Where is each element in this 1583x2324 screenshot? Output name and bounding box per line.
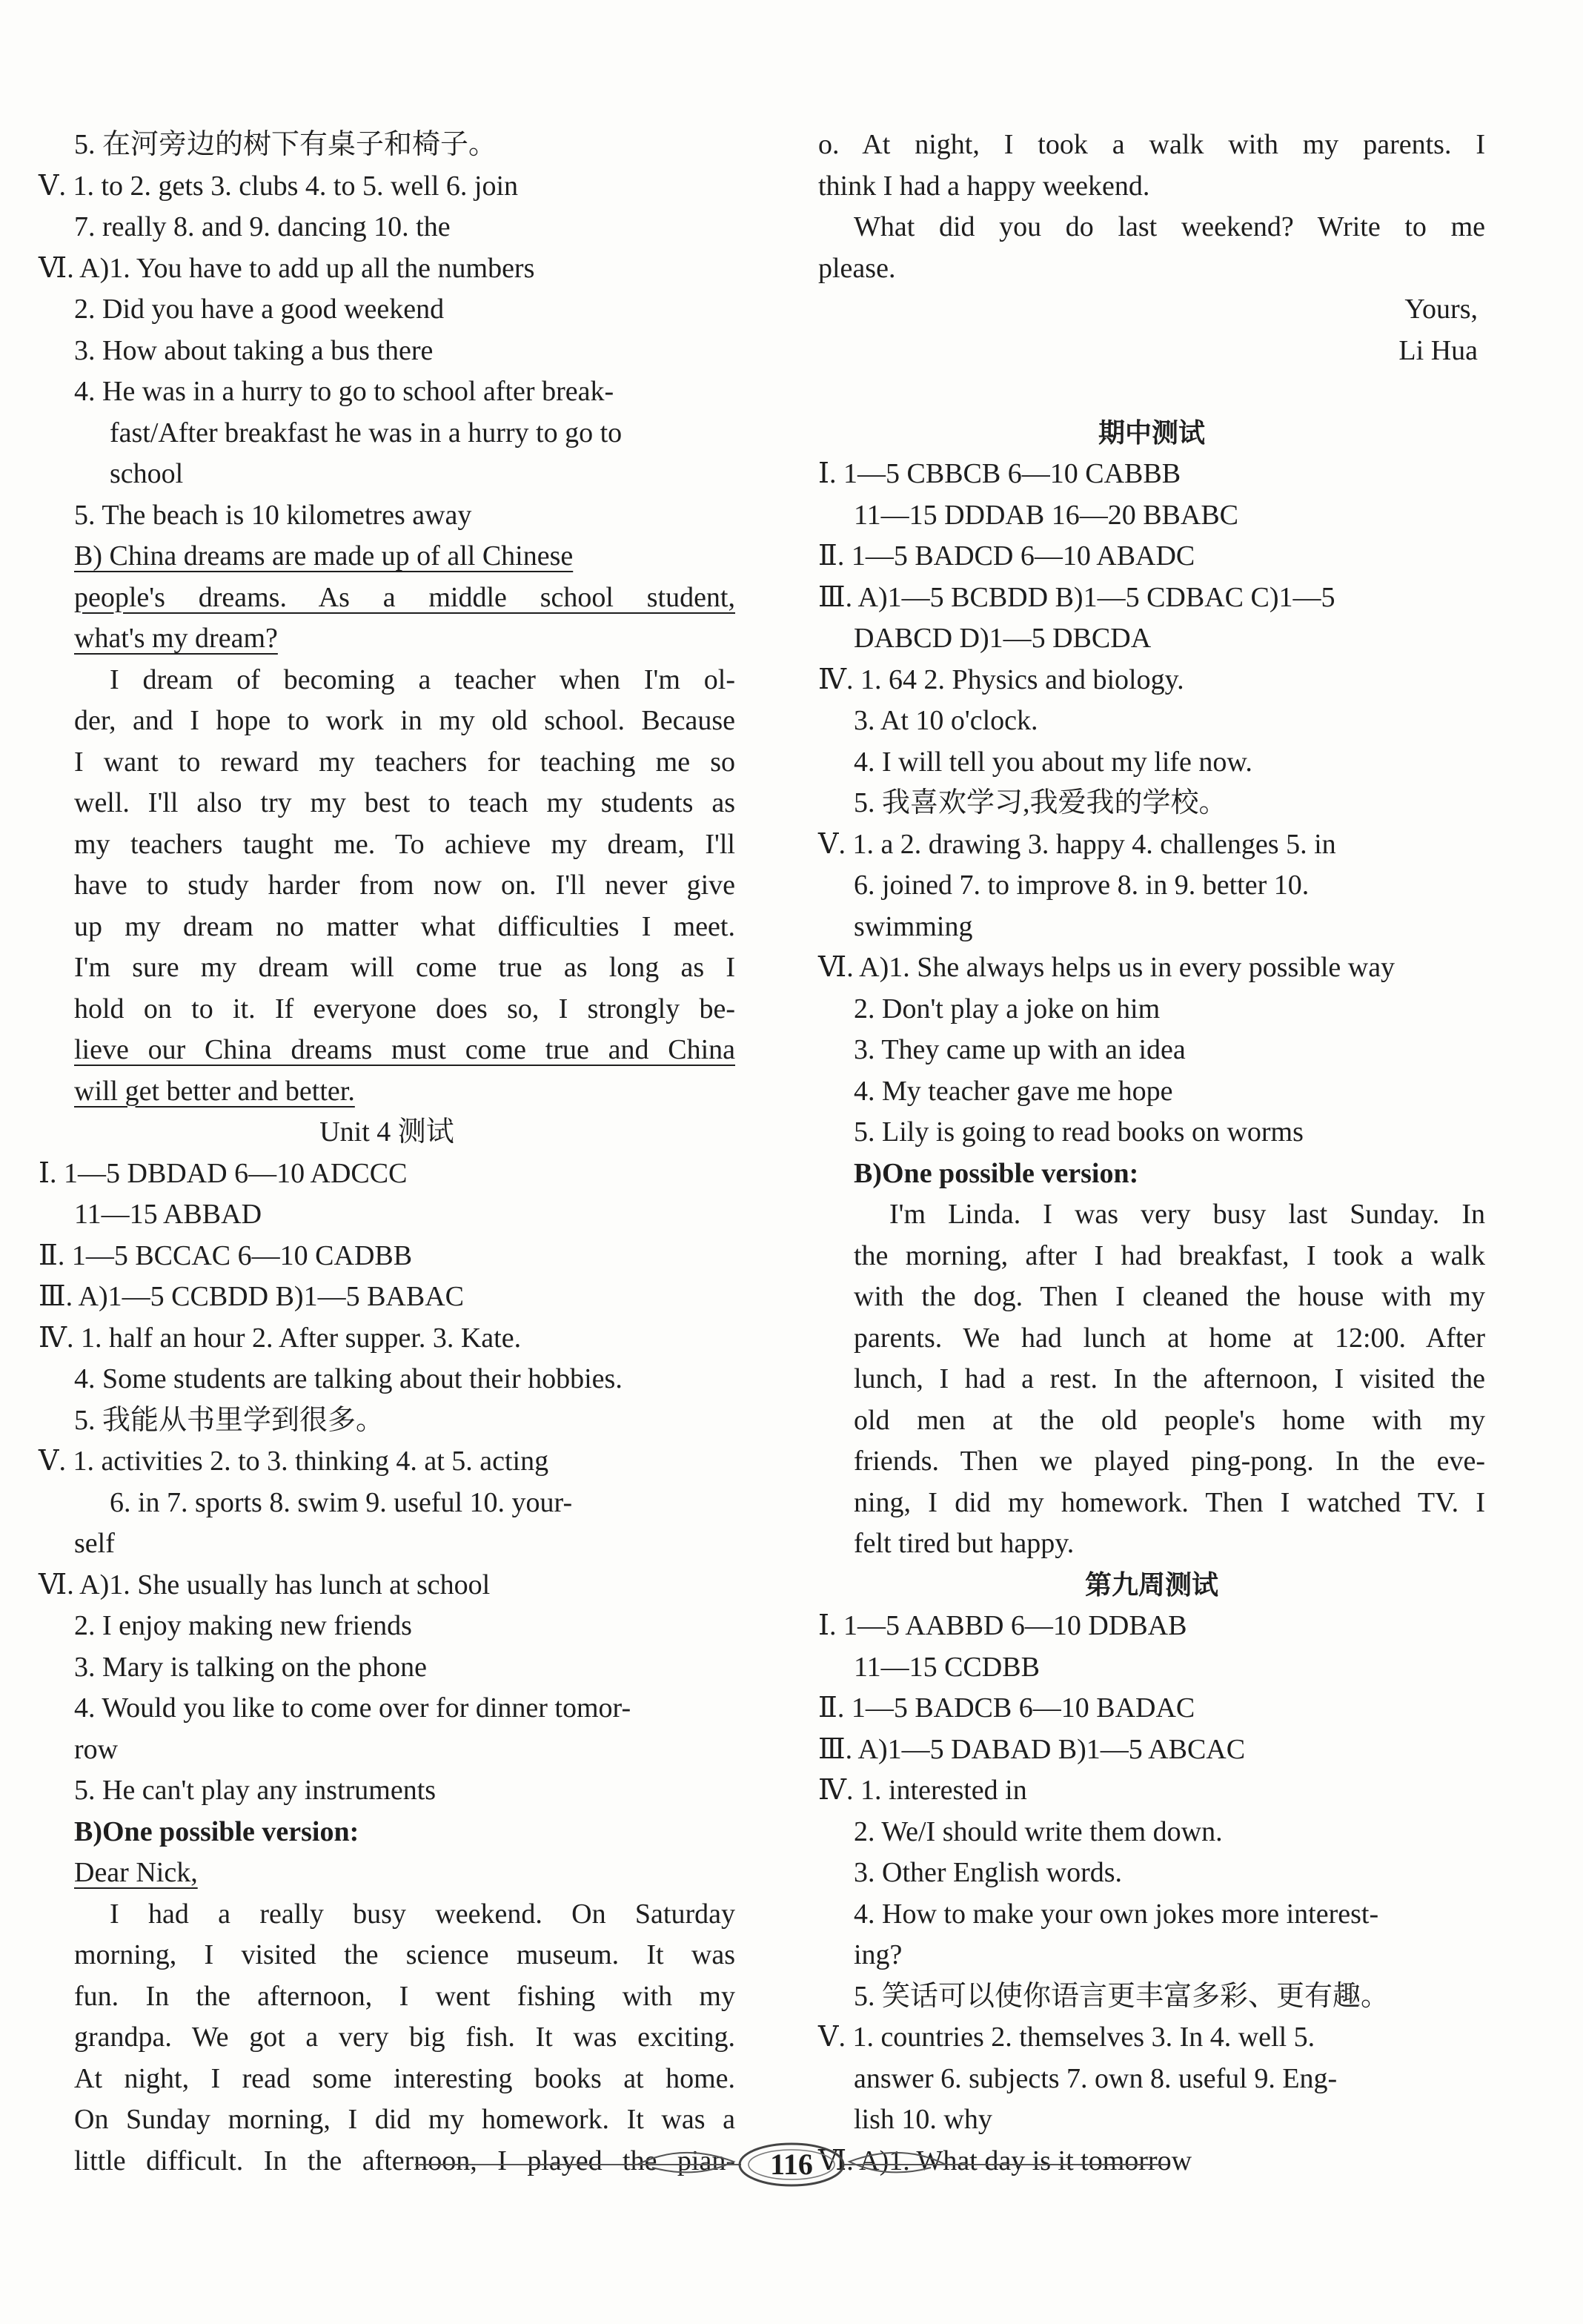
right-text-line: answer 6. subjects 7. own 8. useful 9. Eng-	[854, 2062, 1338, 2094]
right-text-line: Ⅵ. A)1. She always helps us in every possible way	[818, 952, 1396, 983]
left-text-line: 2. Did you have a good weekend	[74, 294, 445, 325]
right-text-line: Yours,	[1404, 294, 1478, 325]
right-text-line: Ⅱ. 1—5 BADCB 6—10 BADAC	[818, 1692, 1195, 1724]
left-text-line: fun. In the afternoon, I went fishing with my	[74, 1980, 735, 2012]
left-text-line: I want to reward my teachers for teaching me so	[74, 746, 735, 778]
right-text-line: 4. I will tell you about my life now.	[854, 746, 1252, 778]
left-text-line: On Sunday morning, I did my homework. It was a	[74, 2104, 735, 2135]
right-text-line: 5. 我喜欢学习,我爱我的学校。	[854, 787, 1227, 818]
right-text-line: friends. Then we played ping-pong. In the eve-	[854, 1446, 1485, 1477]
right-text-line: old men at the old people's home with my	[854, 1404, 1485, 1436]
left-text-line: Unit 4 测试	[319, 1116, 454, 1148]
left-text-line: Ⅵ. A)1. You have to add up all the numbers	[39, 252, 535, 284]
left-text-line: well. I'll also try my best to teach my students as	[74, 787, 735, 818]
right-text-line: ing?	[854, 1939, 903, 1970]
right-text-line: Ⅱ. 1—5 BADCD 6—10 ABADC	[818, 540, 1195, 572]
right-text-line: felt tired but happy.	[854, 1528, 1075, 1559]
left-text-line: Ⅲ. A)1—5 CCBDD B)1—5 BABAC	[39, 1281, 464, 1312]
right-text-line: lish 10. why	[854, 2104, 992, 2135]
right-text-line: with the dog. Then I cleaned the house with my	[854, 1281, 1485, 1312]
left-text-line: 3. How about taking a bus there	[74, 334, 434, 366]
left-column	[39, 125, 735, 2182]
left-text-line: morning, I visited the science museum. It was	[74, 1939, 735, 1970]
left-text-line: 4. Would you like to come over for dinner tomor-	[74, 1692, 631, 1724]
right-text-line: 2. Don't play a joke on him	[854, 993, 1161, 1024]
right-text-line: lunch, I had a rest. In the afternoon, I visited the	[854, 1363, 1485, 1394]
left-text-line: will get better and better.	[74, 1075, 355, 1107]
right-column	[818, 125, 1485, 2182]
right-text-line: 第九周测试	[1084, 1569, 1218, 1600]
left-text-line: fast/After breakfast he was in a hurry to go to	[110, 417, 623, 448]
left-text-line: Ⅵ. A)1. She usually has lunch at school	[39, 1569, 491, 1600]
left-text-line: hold on to it. If everyone does so, I strongly be-	[74, 993, 735, 1024]
page-number: 116	[770, 2148, 813, 2181]
right-text-line: What did you do last weekend? Write to me	[854, 211, 1485, 242]
left-text-line: At night, I read some interesting books at home.	[74, 2062, 735, 2094]
right-text-line: think I had a happy weekend.	[818, 170, 1150, 202]
right-text-line: o. At night, I took a walk with my parents. I	[818, 129, 1485, 160]
left-text-line: 3. Mary is talking on the phone	[74, 1651, 427, 1683]
left-text-line: Ⅰ. 1—5 DBDAD 6—10 ADCCC	[39, 1157, 408, 1189]
left-text-line: der, and I hope to work in my old school. Because	[74, 705, 735, 736]
right-text-line: 4. My teacher gave me hope	[854, 1075, 1173, 1107]
left-text-line: 5. 我能从书里学到很多。	[74, 1404, 385, 1436]
right-text-line: 3. At 10 o'clock.	[854, 705, 1038, 736]
right-text-line: Ⅴ. 1. a 2. drawing 3. happy 4. challenges 5. in	[818, 828, 1336, 860]
left-text-line: what's my dream?	[74, 623, 278, 654]
right-text-line: ning, I did my homework. Then I watched TV. I	[854, 1486, 1485, 1518]
right-text-line: 3. Other English words.	[854, 1857, 1123, 1888]
right-text-line: Ⅳ. 1. interested in	[818, 1775, 1027, 1806]
right-text-line: 2. We/I should write them down.	[854, 1815, 1223, 1847]
right-text-line: Ⅴ. 1. countries 2. themselves 3. In 4. well 5.	[818, 2022, 1315, 2053]
right-text-line: DABCD D)1—5 DBCDA	[854, 623, 1152, 654]
right-text-line: B)One possible version:	[854, 1157, 1139, 1189]
right-text-line: Ⅰ. 1—5 CBBCB 6—10 CABBB	[818, 458, 1181, 489]
left-text-line: lieve our China dreams must come true and China	[74, 1034, 735, 1065]
left-text-line: Dear Nick,	[74, 1857, 198, 1888]
left-text-line: I had a really busy weekend. On Saturday	[110, 1898, 735, 1930]
right-text-line: 期中测试	[1098, 417, 1205, 448]
left-text-line: little difficult. In the afternoon, I played the pian-	[74, 2145, 735, 2176]
right-text-line: Ⅲ. A)1—5 DABAD B)1—5 ABCAC	[818, 1733, 1246, 1765]
left-text-line: B) China dreams are made up of all Chinese	[74, 540, 574, 572]
left-text-line: 4. Some students are talking about their hobbies.	[74, 1363, 623, 1394]
left-text-line: B)One possible version:	[74, 1815, 359, 1847]
right-text-line: 6. joined 7. to improve 8. in 9. better 10.	[854, 870, 1310, 901]
left-text-line: Ⅳ. 1. half an hour 2. After supper. 3. Kate.	[39, 1322, 522, 1354]
right-text-line: 3. They came up with an idea	[854, 1034, 1186, 1065]
right-text-line: parents. We had lunch at home at 12:00. After	[854, 1322, 1485, 1354]
left-text-line: 5. The beach is 10 kilometres away	[74, 499, 472, 531]
left-text-line: self	[74, 1528, 115, 1559]
right-text-line: Li Hua	[1398, 334, 1478, 366]
left-text-line: I dream of becoming a teacher when I'm ol-	[110, 663, 735, 695]
left-text-line: 6. in 7. sports 8. swim 9. useful 10. your-	[110, 1486, 573, 1518]
right-text-line: 11—15 CCDBB	[854, 1651, 1040, 1683]
left-text-line: I'm sure my dream will come true as long as I	[74, 952, 735, 983]
right-text-line: I'm Linda. I was very busy last Sunday. In	[889, 1199, 1485, 1230]
right-text-line: the morning, after I had breakfast, I took a walk	[854, 1239, 1485, 1271]
left-text-line: my teachers taught me. To achieve my dream, I'll	[74, 828, 735, 860]
left-text-line: Ⅱ. 1—5 BCCAC 6—10 CADBB	[39, 1239, 413, 1271]
left-text-line: have to study harder from now on. I'll never give	[74, 870, 735, 901]
right-text-line: 4. How to make your own jokes more interest-	[854, 1898, 1379, 1930]
left-text-line: 4. He was in a hurry to go to school after break-	[74, 376, 614, 407]
right-text-line: Ⅳ. 1. 64 2. Physics and biology.	[818, 663, 1184, 695]
right-text-line: 5. 笑话可以使你语言更丰富多彩、更有趣。	[854, 1980, 1390, 2012]
right-text-line: 11—15 DDDAB 16—20 BBABC	[854, 499, 1239, 531]
left-text-line: 11—15 ABBAD	[74, 1199, 262, 1230]
left-text-line: grandpa. We got a very big fish. It was exciting.	[74, 2022, 735, 2053]
left-text-line: Ⅴ. 1. activities 2. to 3. thinking 4. at 5. acting	[39, 1446, 549, 1477]
left-text-line: 2. I enjoy making new friends	[74, 1610, 412, 1641]
left-text-line: school	[110, 458, 184, 489]
right-text-line: please.	[818, 252, 896, 284]
right-text-line: swimming	[854, 910, 973, 942]
left-text-line: row	[74, 1733, 119, 1765]
left-text-line: 7. really 8. and 9. dancing 10. the	[74, 211, 451, 242]
left-text-line: 5. He can't play any instruments	[74, 1775, 437, 1806]
left-text-line: Ⅴ. 1. to 2. gets 3. clubs 4. to 5. well 6. join	[39, 170, 519, 202]
right-text-line: Ⅰ. 1—5 AABBD 6—10 DDBAB	[818, 1610, 1187, 1641]
left-text-line: up my dream no matter what difficulties I meet.	[74, 910, 735, 942]
right-text-line	[818, 371, 1485, 413]
left-text-line: people's dreams. As a middle school student,	[74, 581, 735, 613]
left-text-line: 5. 在河旁边的树下有桌子和椅子。	[74, 129, 497, 160]
right-text-line: Ⅵ. A)1. What day is it tomorrow	[818, 2145, 1192, 2176]
right-text-line: Ⅲ. A)1—5 BCBDD B)1—5 CDBAC C)1—5	[818, 581, 1335, 613]
right-text-line: 5. Lily is going to read books on worms	[854, 1116, 1304, 1148]
